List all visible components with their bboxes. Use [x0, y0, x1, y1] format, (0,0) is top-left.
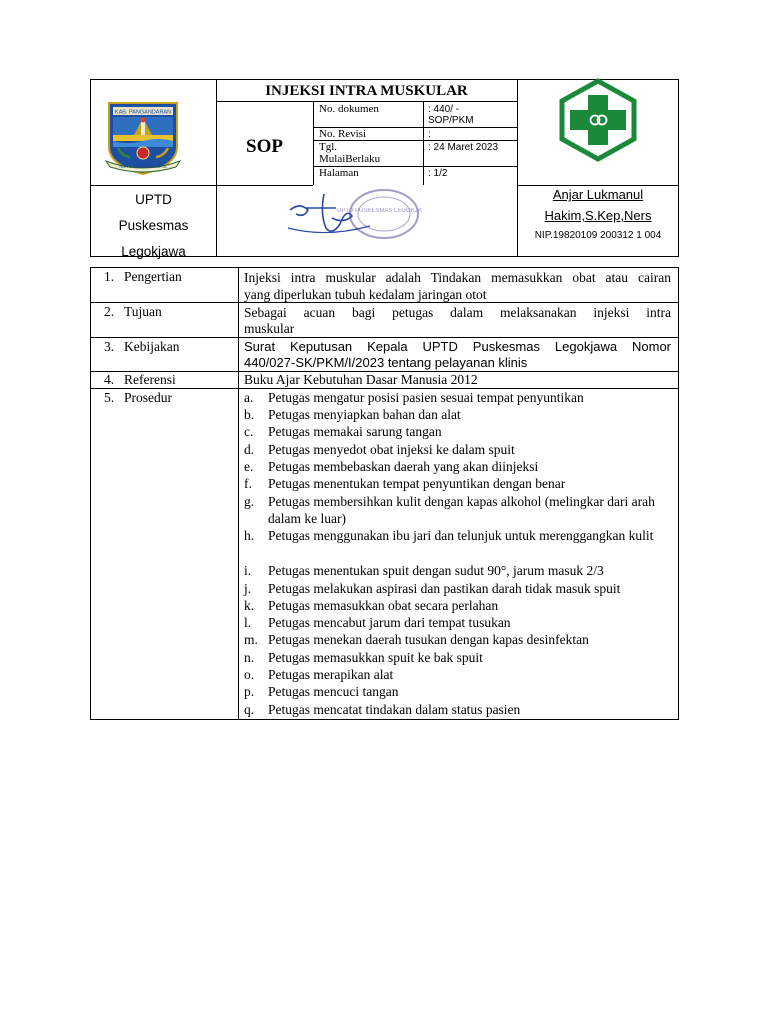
row-label: Kebijakan — [124, 339, 180, 354]
meta-label-effective-date: Tgl. MulaiBerlaku — [319, 141, 381, 165]
step-text: Petugas mengatur posisi pasien sesuai tempat penyuntikan — [268, 390, 584, 405]
row-value-line-1: Injeksi intra muskular adalah Tindakan memasukkan obat atau cairan — [244, 270, 671, 285]
row-label: Referensi — [124, 372, 176, 387]
meta-value-revision: : — [428, 129, 431, 140]
stamp-text: UPTD PUSKESMAS LEGOKJAWA — [337, 208, 422, 214]
step-text: Petugas menentukan spuit dengan sudut 90°, jarum masuk 2/3 — [268, 563, 604, 578]
meta-label-doc-number: No. dokumen — [319, 103, 379, 115]
signatory — [517, 184, 679, 226]
step-text: Petugas merapikan alat — [268, 667, 394, 682]
step-letter: i. — [244, 563, 252, 578]
meta-label-revision: No. Revisi — [319, 128, 367, 140]
step-text: Petugas membebaskan daerah yang akan diinjeksi — [268, 459, 539, 474]
regency-logo — [104, 101, 182, 180]
unit-line-3: Legokjawa — [121, 244, 186, 259]
meta-value-page: : 1/2 — [428, 168, 448, 179]
step-letter: l. — [244, 615, 252, 630]
step-letter: d. — [244, 442, 255, 457]
step-text: Petugas memasukkan obat secara perlahan — [268, 598, 499, 613]
signatory-nip: NIP.19820109 200312 1 004 — [534, 230, 662, 241]
row-value-line-2: 440/027-SK/PKM/I/2023 tentang pelayanan klinis — [244, 355, 528, 370]
unit-line-1: UPTD — [135, 192, 172, 207]
row-label: Pengertian — [124, 269, 182, 284]
step-text: Petugas menggunakan ibu jari dan telunjuk untuk merenggangkan kulit — [268, 528, 654, 543]
step-letter: n. — [244, 650, 255, 665]
step-letter: f. — [244, 476, 252, 491]
unit-line-2: Puskesmas — [118, 218, 189, 233]
signature-stamp — [286, 188, 422, 249]
unit-name — [90, 187, 217, 265]
row-value-line-2: muskular — [244, 321, 295, 336]
meta-value-doc-number: : 440/ - SOP/PKM — [428, 104, 474, 126]
step-letter: q. — [244, 702, 255, 717]
row-number: 5. — [104, 390, 115, 405]
signatory-name-line-2: Hakim,S.Kep,Ners — [544, 208, 652, 223]
step-text: Petugas menyiapkan bahan dan alat — [268, 407, 461, 422]
step-text: Petugas melakukan aspirasi dan pastikan darah tidak masuk spuit — [268, 581, 621, 596]
row-value-line-1: Surat Keputusan Kepala UPTD Puskesmas Legokjawa Nomor — [244, 339, 671, 354]
row-label: Prosedur — [124, 390, 172, 405]
step-letter: p. — [244, 684, 255, 699]
step-letter: b. — [244, 407, 255, 422]
step-text: Petugas memasukkan spuit ke bak spuit — [268, 650, 483, 665]
logo-ribbon-text: RAPI & INDAH MEKARRTA — [119, 165, 167, 169]
row-value-line-1: Sebagai acuan bagi petugas dalam melaksanakan injeksi intra — [244, 305, 671, 320]
step-text: Petugas membersihkan kulit dengan kapas alkohol (melingkar dari arah dalam ke luar) — [268, 494, 655, 526]
row-number: 1. — [104, 269, 115, 284]
step-text: Petugas mencabut jarum dari tempat tusukan — [268, 615, 511, 630]
puskesmas-logo — [556, 78, 640, 167]
signatory-name-line-1: Anjar Lukmanul — [552, 187, 644, 202]
step-letter: a. — [244, 390, 254, 405]
step-text: Petugas menekan daerah tusukan dengan kapas desinfektan — [268, 632, 589, 647]
sop-label: SOP — [246, 136, 283, 157]
step-letter: h. — [244, 528, 255, 543]
meta-value-effective-date: : 24 Maret 2023 — [428, 142, 499, 153]
row-label: Tujuan — [124, 304, 162, 319]
step-text: Petugas menyedot obat injeksi ke dalam spuit — [268, 442, 515, 457]
step-letter: e. — [244, 459, 254, 474]
step-text: Petugas mencuci tangan — [268, 684, 399, 699]
step-text: Petugas memakai sarung tangan — [268, 424, 442, 439]
logo-banner-text: KAB. PANGANDARAN — [114, 109, 172, 116]
row-value-line-2: yang diperlukan tubuh kedalam jaringan otot — [244, 287, 487, 302]
step-letter: g. — [244, 494, 255, 509]
row-number: 4. — [104, 372, 115, 387]
step-letter: k. — [244, 598, 255, 613]
row-number: 2. — [104, 304, 115, 319]
row-number: 3. — [104, 339, 115, 354]
step-letter: c. — [244, 424, 254, 439]
step-letter: m. — [244, 632, 258, 647]
step-letter: j. — [244, 581, 252, 596]
step-letter: o. — [244, 667, 255, 682]
meta-label-page: Halaman — [319, 167, 359, 179]
row-value: Buku Ajar Kebutuhan Dasar Manusia 2012 — [244, 372, 478, 387]
step-text: Petugas mencatat tindakan dalam status pasien — [268, 702, 521, 717]
step-text: Petugas menentukan tempat penyuntikan dengan benar — [268, 476, 566, 491]
document-title: INJEKSI INTRA MUSKULAR — [265, 83, 468, 99]
